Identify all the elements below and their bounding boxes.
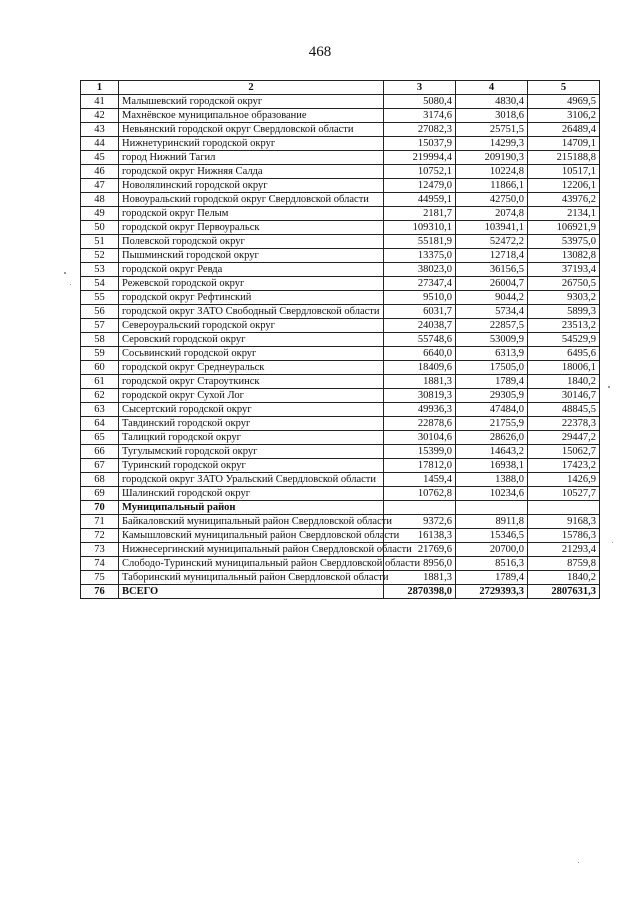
value-col3-cell: 9372,6 [384, 515, 456, 529]
row-number-cell: 54 [81, 277, 119, 291]
row-number-cell: 64 [81, 417, 119, 431]
table-row [81, 207, 600, 221]
municipality-name-cell: городской округ Нижняя Салда [119, 165, 384, 179]
table-row [81, 235, 600, 249]
value-col4-cell: 11866,1 [456, 179, 528, 193]
row-number-cell: 73 [81, 543, 119, 557]
row-number-cell: 65 [81, 431, 119, 445]
value-col4-cell: 1388,0 [456, 473, 528, 487]
budget-table [80, 80, 600, 599]
value-col5-cell: 43976,2 [528, 193, 600, 207]
table-row [81, 557, 600, 571]
value-col5-cell: 3106,2 [528, 109, 600, 123]
value-col4-cell: 28626,0 [456, 431, 528, 445]
value-col3-cell: 24038,7 [384, 319, 456, 333]
table-row [81, 403, 600, 417]
value-col5-cell: 2807631,3 [528, 585, 600, 599]
row-number-cell: 62 [81, 389, 119, 403]
value-col5-cell: 106921,9 [528, 221, 600, 235]
table-row [81, 319, 600, 333]
value-col5-cell: 48845,5 [528, 403, 600, 417]
value-col4-cell: 25751,5 [456, 123, 528, 137]
table-row [81, 445, 600, 459]
municipality-name-cell: городской округ Пелым [119, 207, 384, 221]
municipality-name-cell: Махнёвское муниципальное образование [119, 109, 384, 123]
value-col4-cell: 20700,0 [456, 543, 528, 557]
value-col5-cell: 54529,9 [528, 333, 600, 347]
value-col3-cell: 219994,4 [384, 151, 456, 165]
row-number-cell: 50 [81, 221, 119, 235]
row-number-cell: 68 [81, 473, 119, 487]
value-col4-cell: 4830,4 [456, 95, 528, 109]
row-number-cell: 43 [81, 123, 119, 137]
table-row [81, 165, 600, 179]
value-col4-cell [456, 501, 528, 515]
value-col4-cell: 15346,5 [456, 529, 528, 543]
value-col4-cell: 209190,3 [456, 151, 528, 165]
municipality-name-cell: ВСЕГО [119, 585, 384, 599]
value-col4-cell: 36156,5 [456, 263, 528, 277]
municipality-name-cell: городской округ ЗАТО Уральский Свердловской области [119, 473, 384, 487]
header-cell-3: 3 [384, 81, 456, 95]
municipality-name-cell: городской округ Сухой Лог [119, 389, 384, 403]
table-row [81, 291, 600, 305]
value-col5-cell: 215188,8 [528, 151, 600, 165]
row-number-cell: 57 [81, 319, 119, 333]
header-cell-5: 5 [528, 81, 600, 95]
header-cell-2: 2 [119, 81, 384, 95]
value-col5-cell: 13082,8 [528, 249, 600, 263]
value-col3-cell: 109310,1 [384, 221, 456, 235]
value-col5-cell: 37193,4 [528, 263, 600, 277]
municipality-name-cell: Тавдинский городской округ [119, 417, 384, 431]
table-row [81, 487, 600, 501]
value-col4-cell: 1789,4 [456, 571, 528, 585]
municipality-name-cell: Слободо-Туринский муниципальный район Свердловской области [119, 557, 384, 571]
municipality-name-cell: Пышминский городской округ [119, 249, 384, 263]
municipality-name-cell: Шалинский городской округ [119, 487, 384, 501]
row-number-cell: 59 [81, 347, 119, 361]
value-col4-cell: 10234,6 [456, 487, 528, 501]
table-row [81, 389, 600, 403]
value-col3-cell: 21769,6 [384, 543, 456, 557]
value-col3-cell: 6640,0 [384, 347, 456, 361]
value-col4-cell: 14643,2 [456, 445, 528, 459]
value-col3-cell: 27082,3 [384, 123, 456, 137]
value-col4-cell: 10224,8 [456, 165, 528, 179]
value-col5-cell: 9168,3 [528, 515, 600, 529]
row-number-cell: 74 [81, 557, 119, 571]
row-number-cell: 67 [81, 459, 119, 473]
value-col4-cell: 3018,6 [456, 109, 528, 123]
table-row [81, 277, 600, 291]
value-col5-cell: 26489,4 [528, 123, 600, 137]
table-row [81, 417, 600, 431]
table-row [81, 347, 600, 361]
value-col5-cell: 12206,1 [528, 179, 600, 193]
table-row [81, 179, 600, 193]
value-col3-cell: 17812,0 [384, 459, 456, 473]
row-number-cell: 55 [81, 291, 119, 305]
table-row [81, 529, 600, 543]
value-col3-cell: 10762,8 [384, 487, 456, 501]
municipality-name-cell: Байкаловский муниципальный район Свердловской области [119, 515, 384, 529]
row-number-cell: 58 [81, 333, 119, 347]
scan-speck [64, 272, 66, 274]
table-row [81, 543, 600, 557]
municipality-name-cell: Серовский городской округ [119, 333, 384, 347]
municipality-name-cell: Нижнетуринский городской округ [119, 137, 384, 151]
header-cell-4: 4 [456, 81, 528, 95]
row-number-cell: 69 [81, 487, 119, 501]
table-row [81, 431, 600, 445]
table-body [81, 95, 600, 599]
row-number-cell: 53 [81, 263, 119, 277]
value-col3-cell: 1881,3 [384, 571, 456, 585]
row-number-cell: 71 [81, 515, 119, 529]
table-row [81, 123, 600, 137]
table-row [81, 515, 600, 529]
municipality-name-cell: Нижнесергинский муниципальный район Свердловской области [119, 543, 384, 557]
value-col3-cell: 9510,0 [384, 291, 456, 305]
row-number-cell: 42 [81, 109, 119, 123]
table-row [81, 137, 600, 151]
value-col3-cell: 44959,1 [384, 193, 456, 207]
value-col4-cell: 22857,5 [456, 319, 528, 333]
value-col3-cell: 13375,0 [384, 249, 456, 263]
value-col3-cell: 10752,1 [384, 165, 456, 179]
value-col3-cell: 22878,6 [384, 417, 456, 431]
header-row [81, 81, 600, 95]
municipality-name-cell: Невьянский городской округ Свердловской области [119, 123, 384, 137]
value-col4-cell: 12718,4 [456, 249, 528, 263]
value-col5-cell: 21293,4 [528, 543, 600, 557]
value-col3-cell: 18409,6 [384, 361, 456, 375]
value-col3-cell: 55748,6 [384, 333, 456, 347]
row-number-cell: 41 [81, 95, 119, 109]
value-col5-cell: 14709,1 [528, 137, 600, 151]
table-row [81, 571, 600, 585]
value-col5-cell [528, 501, 600, 515]
value-col5-cell: 9303,2 [528, 291, 600, 305]
table-row [81, 585, 600, 599]
municipality-name-cell: Североуральский городской округ [119, 319, 384, 333]
scan-speck [608, 386, 610, 388]
table-row [81, 263, 600, 277]
value-col5-cell: 15062,7 [528, 445, 600, 459]
value-col3-cell: 16138,3 [384, 529, 456, 543]
municipality-name-cell: городской округ Ревда [119, 263, 384, 277]
value-col5-cell: 4969,5 [528, 95, 600, 109]
scan-speck [578, 862, 579, 863]
value-col4-cell: 53009,9 [456, 333, 528, 347]
row-number-cell: 46 [81, 165, 119, 179]
value-col5-cell: 8759,8 [528, 557, 600, 571]
value-col4-cell: 6313,9 [456, 347, 528, 361]
value-col5-cell: 18006,1 [528, 361, 600, 375]
value-col4-cell: 8911,8 [456, 515, 528, 529]
row-number-cell: 63 [81, 403, 119, 417]
value-col4-cell: 14299,3 [456, 137, 528, 151]
value-col4-cell: 26004,7 [456, 277, 528, 291]
value-col3-cell: 2870398,0 [384, 585, 456, 599]
municipality-name-cell: Малышевский городской округ [119, 95, 384, 109]
value-col3-cell: 1881,3 [384, 375, 456, 389]
row-number-cell: 72 [81, 529, 119, 543]
value-col3-cell: 8956,0 [384, 557, 456, 571]
value-col5-cell: 1426,9 [528, 473, 600, 487]
row-number-cell: 48 [81, 193, 119, 207]
value-col3-cell: 27347,4 [384, 277, 456, 291]
row-number-cell: 45 [81, 151, 119, 165]
value-col5-cell: 10527,7 [528, 487, 600, 501]
value-col5-cell: 6495,6 [528, 347, 600, 361]
value-col5-cell: 15786,3 [528, 529, 600, 543]
row-number-cell: 66 [81, 445, 119, 459]
value-col5-cell: 26750,5 [528, 277, 600, 291]
value-col3-cell: 55181,9 [384, 235, 456, 249]
value-col4-cell: 52472,2 [456, 235, 528, 249]
row-number-cell: 52 [81, 249, 119, 263]
value-col3-cell: 38023,0 [384, 263, 456, 277]
value-col4-cell: 16938,1 [456, 459, 528, 473]
municipality-name-cell: Талицкий городской округ [119, 431, 384, 445]
table-row [81, 193, 600, 207]
value-col5-cell: 2134,1 [528, 207, 600, 221]
value-col3-cell [384, 501, 456, 515]
value-col3-cell: 5080,4 [384, 95, 456, 109]
table-row [81, 305, 600, 319]
value-col5-cell: 22378,3 [528, 417, 600, 431]
row-number-cell: 44 [81, 137, 119, 151]
value-col4-cell: 8516,3 [456, 557, 528, 571]
municipality-name-cell: Муниципальный район [119, 501, 384, 515]
value-col3-cell: 12479,0 [384, 179, 456, 193]
table-row [81, 333, 600, 347]
table-row [81, 151, 600, 165]
value-col4-cell: 47484,0 [456, 403, 528, 417]
table-row [81, 459, 600, 473]
row-number-cell: 75 [81, 571, 119, 585]
table-row [81, 95, 600, 109]
municipality-name-cell: Таборинский муниципальный район Свердловской области [119, 571, 384, 585]
scan-speck [612, 542, 613, 543]
value-col3-cell: 6031,7 [384, 305, 456, 319]
value-col4-cell: 2729393,3 [456, 585, 528, 599]
value-col3-cell: 3174,6 [384, 109, 456, 123]
row-number-cell: 76 [81, 585, 119, 599]
value-col3-cell: 49936,3 [384, 403, 456, 417]
value-col5-cell: 10517,1 [528, 165, 600, 179]
value-col5-cell: 30146,7 [528, 389, 600, 403]
municipality-name-cell: Полевской городской округ [119, 235, 384, 249]
value-col4-cell: 29305,9 [456, 389, 528, 403]
value-col3-cell: 30819,3 [384, 389, 456, 403]
value-col4-cell: 1789,4 [456, 375, 528, 389]
value-col4-cell: 5734,4 [456, 305, 528, 319]
value-col3-cell: 15399,0 [384, 445, 456, 459]
value-col5-cell: 1840,2 [528, 375, 600, 389]
scan-speck [70, 284, 71, 285]
value-col4-cell: 9044,2 [456, 291, 528, 305]
value-col5-cell: 1840,2 [528, 571, 600, 585]
row-number-cell: 61 [81, 375, 119, 389]
value-col5-cell: 5899,3 [528, 305, 600, 319]
municipality-name-cell: Режевской городской округ [119, 277, 384, 291]
value-col3-cell: 15037,9 [384, 137, 456, 151]
municipality-name-cell: Сысертский городской округ [119, 403, 384, 417]
row-number-cell: 56 [81, 305, 119, 319]
municipality-name-cell: городской округ Рефтинский [119, 291, 384, 305]
municipality-name-cell: Тугулымский городской округ [119, 445, 384, 459]
municipality-name-cell: Туринский городской округ [119, 459, 384, 473]
municipality-name-cell: Камышловский муниципальный район Свердловской области [119, 529, 384, 543]
municipality-name-cell: городской округ Староуткинск [119, 375, 384, 389]
value-col4-cell: 103941,1 [456, 221, 528, 235]
value-col4-cell: 2074,8 [456, 207, 528, 221]
value-col5-cell: 23513,2 [528, 319, 600, 333]
municipality-name-cell: Сосьвинский городской округ [119, 347, 384, 361]
value-col5-cell: 53975,0 [528, 235, 600, 249]
row-number-cell: 60 [81, 361, 119, 375]
row-number-cell: 70 [81, 501, 119, 515]
municipality-name-cell: городской округ ЗАТО Свободный Свердловской области [119, 305, 384, 319]
table-row [81, 221, 600, 235]
row-number-cell: 51 [81, 235, 119, 249]
header-cell-1: 1 [81, 81, 119, 95]
table-row [81, 109, 600, 123]
value-col3-cell: 1459,4 [384, 473, 456, 487]
page-number: 468 [308, 44, 332, 60]
table-row [81, 473, 600, 487]
value-col5-cell: 29447,2 [528, 431, 600, 445]
value-col3-cell: 2181,7 [384, 207, 456, 221]
value-col3-cell: 30104,6 [384, 431, 456, 445]
value-col4-cell: 42750,0 [456, 193, 528, 207]
table-row [81, 501, 600, 515]
value-col5-cell: 17423,2 [528, 459, 600, 473]
table-row [81, 361, 600, 375]
row-number-cell: 49 [81, 207, 119, 221]
table-row [81, 249, 600, 263]
table-row [81, 375, 600, 389]
municipality-name-cell: городской округ Среднеуральск [119, 361, 384, 375]
municipality-name-cell: город Нижний Тагил [119, 151, 384, 165]
municipality-name-cell: Новоуральский городской округ Свердловской области [119, 193, 384, 207]
municipality-name-cell: Новолялинский городской округ [119, 179, 384, 193]
value-col4-cell: 21755,9 [456, 417, 528, 431]
value-col4-cell: 17505,0 [456, 361, 528, 375]
municipality-name-cell: городской округ Первоуральск [119, 221, 384, 235]
row-number-cell: 47 [81, 179, 119, 193]
